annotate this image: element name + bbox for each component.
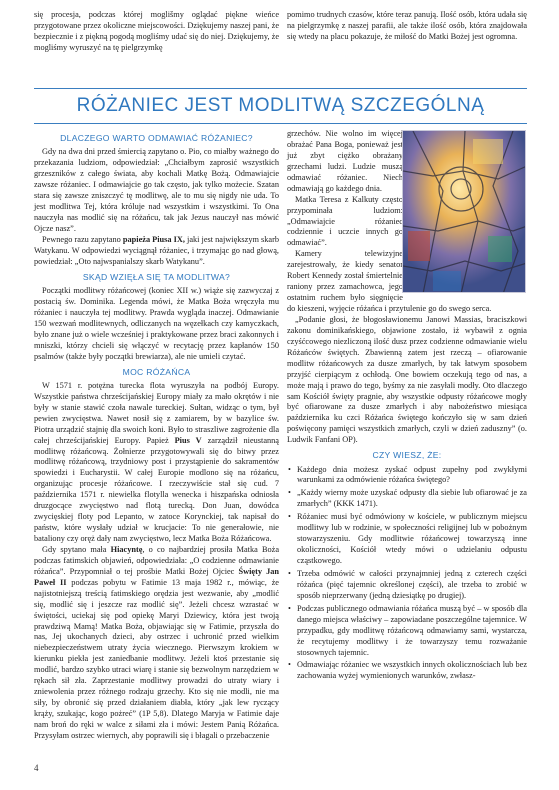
paragraph-hiacynta: Gdy spytano mała Hiacyntę, o co najbardziej prosiła Matka Boża podczas fatimskich objawień, odpowiedziała: „O codzienne odmawianie różańca”. Przypomniał o tej prośbie Matki Bożej Ojciec Święty Jan Paweł II podczas pobytu w Fatimie 13 maja 1982 r., mówiąc, że najistotniejszą treścią fatimskiego orędzia jest wezwanie, aby „modlić się, modlić się i jeszcze raz modlić się”. Jeżeli chcesz wzrastać w świętości, uciekaj się pod opiekę Maryi Dziewicy, która jest twoją prawdziwą Mamą! Matka Boża, objawiając się w Fatimie, przyszła do nas, Jej ukochanych dzieci, aby ostrzec i uchronić przed wielkim niebezpieczeństwem utraty życia wiecznego. Pierwszym krokiem w kierunku piekła jest zaniedbanie modlitwy. Jeżeli ktoś przestanie się modlić, bardzo szybko utraci wiarę i stanie się bezwolnym narzędziem w rękach sił zła. Zaprzestanie modlitwy prowadzi do utraty wiary i zniewolenia przez różnego rodzaju grzechy. Kto się nie modli, nie ma siły, by obronić się przed działaniem diabła, który „jak lew ryczący krąży, szukając, kogo pożreć” (1P 5,8). Dlatego Maryja w Fatimie daje nam broń do ręki w walce z siłami zła i mówi: Jestem Panią Różańca. Przysyłam ostrzec wiernych, aby poprawili się i błagali o przebaczenie [34, 544, 279, 740]
paragraph-origin: Początki modlitwy różańcowej (koniec XII w.) wiąże się zazwyczaj z postacią św. Dominika. Legenda mówi, że Matka Boża wręczyła mu różaniec i nauczyła tej modlitwy. Prawda wygląda inaczej. Odmawianie 150 wezwań modlitewnych, odliczanych na węzełkach czy kamyczkach, było znane już o wiele wcześniej i praktykowane przez braci zakonnych i mniszki, którzy chcieli się włączyć w recytację przez kapłanów 150 psalmów (także były początki brewiarza), ale nie umieli czytać. [34, 286, 279, 361]
section-heading-origin: SKĄD WZIĘŁA SIĘ TA MODLITWA? [82, 271, 231, 282]
title-rule-bottom [34, 123, 527, 124]
paragraph-pius-ix: Pewnego razu zapytano papieża Piusa IX, jaki jest największym skarb Watykanu. W odpowiedzi wyciągnął różaniec, i trzymając go nad głową, powiedział: „Oto najwspanialszy skarb Watykanu”. [34, 234, 279, 266]
list-item: • Odmawiając różaniec we wszystkich innych okolicznościach lub bez zachowania wyżej wymienionych warunków, zwłasz- [288, 660, 527, 681]
intro-text-right: pomimo trudnych czasów, które teraz panują. Ilość osób, która udała się na pielgrzymkę z naszej parafii, ale także ilość osób, która znajdowała się wtedy na placu pokazuje, że miłość do Matki Bożej jest ogromna. [287, 10, 527, 41]
list-item: • „Każdy wierny może uzyskać odpusty dla siebie lub ofiarować je za zmarłych” (KKK 1471). [288, 488, 527, 509]
paragraph-massias: „Podanie głosi, że błogosławionemu Janowi Massias, braciszkowi zakonu dominikańskiego, objawione zostało, iż wybawił z ognia czyśćcowego niezliczoną ilość dusz przez codzienne odmawianie wielu Różańców świętych. Zbawienną zatem jest rzeczą – ofiarowanie modlitw różańcowych za dusze zmarłych, by tak łatwym sposobem przyjść cierpiącym z ochłodą. One bowiem oczekują tego od nas, a może mają i prawo do tego, byśmy za nie zasyłali modły. Oto dlaczego sam Kościół święty pragnie, aby wszystkie odpusty różańcowe mogły być ofiarowane za dusze zmarłych i aby nabożeństwo miesiąca października ku czci Różańca świętego kończyło się w sam dzień poświęcony pamięci wszystkich zmarłych, czyli w dzień zaduszny” (o. Ludwik Fanfani OP). [287, 314, 527, 445]
page-number: 4 [34, 763, 39, 773]
paragraph-continuation: grzechów. Nie wolno im więcej obrażać Pana Boga, ponieważ jest już zbyt ciężko obrażany grzechami ludzi. Ludzie muszą odmawiać różaniec. Niech odmawiają go każdego dnia. [287, 129, 403, 193]
list-item: • Każdego dnia możesz zyskać odpust zupełny pod zwykłymi warunkami za odmówienie różańca świętego? [288, 464, 527, 485]
paragraph-kennedy: Kamery telewizyjne zarejestrowały, że kiedy senator Robert Kennedy został śmiertelnie raniony przez zamachowca, jego ostatnim ruchem było sięgnięcie do kieszeni, wyjęcie różańca i przytulenie go do swego serca. [287, 249, 492, 313]
title-rule-top [34, 88, 527, 89]
paragraph-lepanto: W 1571 r. potężna turecka flota wyruszyła na podbój Europy. Wszystkie państwa chrześcijańskiej Europy miały za mało okrętów i nie były w stanie stawić czoła nawale tureckiej. Sułtan, widząc o tym, był pewien zwycięstwa. Nawet nosił się z zamiarem, by w bazylice św. Piotra urządzić stajnię dla swoich koni. Było to straszliwe zagrożenie dla całej chrześcijańskiej Europy. Papież Pius V zarządził nieustanną modlitwę różańcową. Żołnierze przygotowywali się do bitwy przez modlitwę różańcową, trzydniowy post i przystąpienie do sakramentów spowiedzi i Eucharystii. W całej Europie modlono się na różańcu, organizując procesje różańcowe. I rzeczywiście stał się cud. 7 października 1571 r. niewielka flotylla wenecka i hiszpańska odniosła druzgocące zwycięstwo nad flotą turecką. Don Juan, dowódca zwycięskiej floty pod Lepanto, w zatoce Korynckiej, tak napisał do państw, które wysłały udział w krucjacie: To nie generałowie, nie bataliony czy oręż dały nam zwycięstwo, lecz Matka Boża Różańcowa. [34, 380, 279, 544]
list-item: • Trzeba odmówić w całości przynajmniej jedną z czterech części różańca (pięć tajemnic określonej części), ale trzeba to zrobić w sposób nieprzerwany (jedną dziesiątkę po drugiej). [288, 568, 527, 600]
list-item: • Podczas publicznego odmawiania różańca muszą być – w sposób dla danego miejsca właściwy – zapowiadane poszczególne tajemnice. W przypadku, gdy modlitwę różańcową odmawiamy sami, wystarcza, że recytujemy modlitwy i że towarzyszy temu rozważanie stosownych tajemnic. [288, 603, 527, 657]
intro-column-right [287, 10, 527, 43]
stained-glass-window-image [402, 130, 526, 293]
list-item: • Różaniec musi być odmówiony w kościele, w publicznym miejscu modlitwy lub w rodzinie, w społeczności religijnej lub w pobożnym stowarzyszeniu. Gdy modlitwie różańcowej towarzyszą inne okoliczności, Kościół wtedy mówi o udzielaniu odpustu cząstkowego. [288, 512, 527, 566]
intro-text-left: się procesja, podczas której moglišmy oglądać piękne wieńce przygotowane przez okoliczne miejscowości. Dziękujemy naszej pani, że bezpiecznie i z piękną pogodą mogliśmy udać się do niej. Dziękujemy, że mogliśmy wyruszyć na tę pielgrzymkę [34, 10, 279, 52]
section-heading-did-you-know: CZY WIESZ, ŻE: [372, 450, 442, 461]
stained-glass-icon [403, 131, 526, 293]
article-column-left [34, 129, 279, 742]
section-heading-power: MOC RÓŻAŃCA [122, 366, 191, 377]
facts-list [287, 465, 527, 683]
section-heading-why: DLACZEGO WARTO ODMAWIAĆ RÓŻANIEC? [60, 133, 253, 143]
intro-column-left [34, 10, 279, 54]
paragraph-padre-pio: Gdy na dwa dni przed śmiercią zapytano o. Pio, co miałby ważnego do przekazania ludziom, odpowiedział: „Chciałbym zaprosić wszystkich grzeszników z całego świata, aby kochali Matkę Bożą. Odmawiajcie zawsze różaniec. I odmawiajcie go tak często, jak tylko możecie. Szatan stara się zawsze zniszczyć tę modlitwę, ale to mu się nigdy nie uda. To jest modlitwa Tej, która króluje nad wszystkim i wszystkimi. To Ona nauczyła nas modlić się na różańcu, tak jak Jezus nauczył nas mówić Ojcze nasz”. [34, 147, 279, 233]
article-title: RÓŻANIEC JEST MODLITWĄ SZCZEGÓLNĄ [76, 95, 485, 116]
paragraph-mother-teresa: Matka Teresa z Kalkuty często przypominała ludziom: „Odmawiajcie różaniec codziennie i uczcie innych go odmawiać”. [287, 194, 403, 248]
